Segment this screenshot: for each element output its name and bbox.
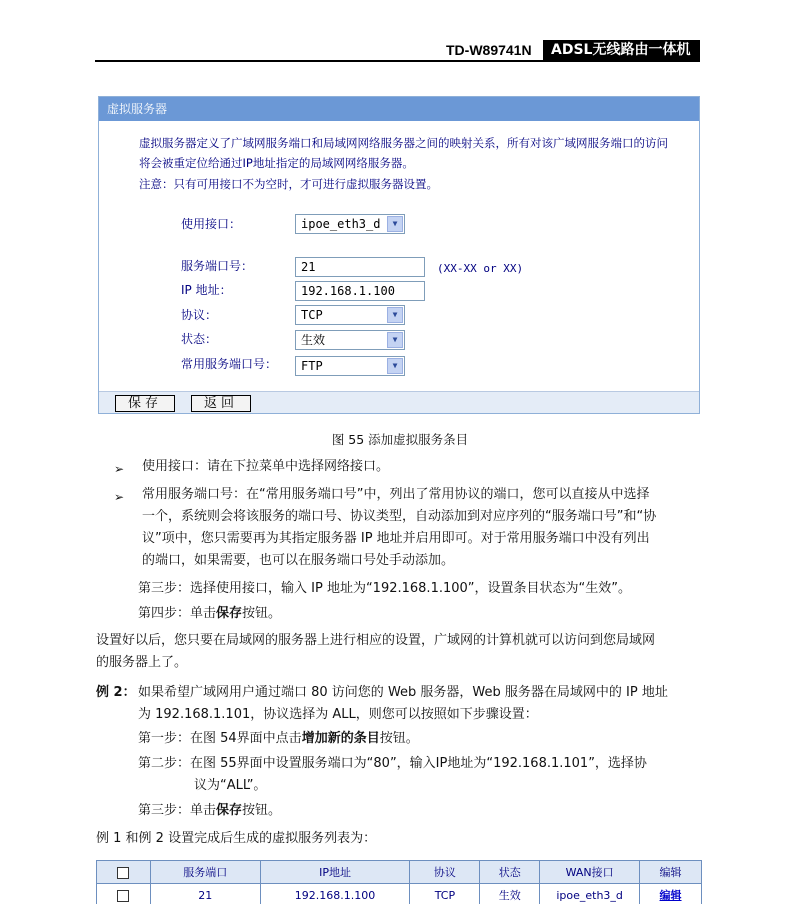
example-line: 为 192.168.1.101，协议选择为 ALL，则您可以按照如下步骤设置： bbox=[138, 707, 538, 722]
row-select-cell bbox=[97, 884, 151, 904]
port-label: 服务端口号： bbox=[181, 259, 254, 273]
row-checkbox[interactable] bbox=[117, 890, 129, 902]
chevron-down-icon: ▼ bbox=[387, 332, 403, 348]
header-rule bbox=[95, 60, 700, 62]
summary-line: 的服务器上了。 bbox=[96, 655, 188, 670]
step-bold: 增加新的条目 bbox=[301, 731, 380, 746]
bullet-text-line: 议”项中，您只需要再为其指定服务器 IP 地址并启用即可。对于常用服务端口中没有列出 bbox=[142, 531, 650, 546]
bullet-arrow-icon: ➢ bbox=[114, 490, 125, 504]
step-text: 第三步：单击 bbox=[138, 803, 217, 818]
summary-line: 设置好以后，您只要在局域网的服务器上进行相应的设置，广域网的计算机就可以访问到您局域网 bbox=[96, 633, 656, 648]
back-button[interactable]: 返回 bbox=[191, 395, 251, 412]
step-text: 按钮。 bbox=[242, 803, 282, 818]
status-value: 生效 bbox=[301, 333, 326, 347]
interface-select[interactable] bbox=[295, 214, 405, 234]
table-row bbox=[97, 884, 702, 904]
chevron-down-icon: ▼ bbox=[387, 216, 403, 232]
ip-input[interactable] bbox=[295, 281, 425, 301]
bullet-arrow-icon: ➢ bbox=[114, 462, 125, 476]
port-input[interactable] bbox=[295, 257, 425, 277]
virtual-server-panel bbox=[98, 96, 700, 414]
panel-title: 虚拟服务器 bbox=[99, 97, 699, 121]
cell-ip: 192.168.1.100 bbox=[260, 884, 410, 904]
step-text: 第四步：单击 bbox=[138, 606, 217, 621]
bullet-text: 使用接口：请在下拉菜单中选择网络接口。 bbox=[142, 459, 390, 474]
step-bold: 保存 bbox=[216, 803, 243, 818]
cell-port: 21 bbox=[150, 884, 260, 904]
column-header: 编辑 bbox=[640, 861, 702, 884]
status-label: 状态： bbox=[181, 332, 218, 346]
example-step-two-cont: 议为“ALL”。 bbox=[194, 778, 267, 793]
step-bold: 保存 bbox=[216, 606, 243, 621]
bullet-text-line: 一个，系统则会将该服务的端口号、协议类型，自动添加到对应序列的“服务端口号”和“协 bbox=[142, 509, 657, 524]
protocol-select[interactable] bbox=[295, 305, 405, 325]
protocol-value: TCP bbox=[301, 308, 323, 322]
common-port-label: 常用服务端口号： bbox=[181, 357, 278, 371]
column-header: 协议 bbox=[410, 861, 480, 884]
cell-protocol: TCP bbox=[410, 884, 480, 904]
example-step-one bbox=[138, 728, 419, 750]
save-button[interactable]: 保存 bbox=[115, 395, 175, 412]
bullet-text-line: 的端口，如果需要，也可以在服务端口号处手动添加。 bbox=[142, 553, 455, 568]
example-step-three bbox=[138, 800, 281, 822]
panel-button-bar bbox=[99, 391, 699, 413]
panel-description: 虚拟服务器定义了广域网服务端口和局域网网络服务器之间的映射关系，所有对该广域网服务端口的访问将会被重定位给通过IP地址指定的局域网网络服务器。 bbox=[139, 136, 668, 170]
common-port-select[interactable] bbox=[295, 356, 405, 376]
cell-edit bbox=[640, 884, 702, 904]
edit-link[interactable]: 编辑 bbox=[659, 889, 682, 902]
ip-label: IP 地址： bbox=[181, 283, 232, 297]
step-text: 第一步：在图 54界面中点击 bbox=[138, 731, 302, 746]
column-header: 服务端口 bbox=[150, 861, 260, 884]
select-all-checkbox[interactable] bbox=[117, 867, 129, 879]
column-header: 状态 bbox=[480, 861, 540, 884]
example-step-two: 第二步：在图 55界面中设置服务端口为“80”，输入IP地址为“192.168.1.101”，选择协 bbox=[138, 756, 647, 771]
bullet-text-line: 常用服务端口号：在“常用服务端口号”中，列出了常用协议的端口，您可以直接从中选择 bbox=[142, 487, 650, 502]
example-label: 例 2： bbox=[96, 685, 136, 700]
column-header: IP地址 bbox=[260, 861, 410, 884]
chevron-down-icon: ▼ bbox=[387, 307, 403, 323]
column-header: WAN接口 bbox=[540, 861, 640, 884]
step-three: 第三步：选择使用接口，输入 IP 地址为“192.168.1.100”，设置条目状态为“生效”。 bbox=[138, 581, 631, 596]
document-product-name: ADSL无线路由一体机 bbox=[543, 40, 700, 60]
panel-note: 注意：只有可用接口不为空时，才可进行虚拟服务器设置。 bbox=[139, 177, 438, 191]
document-model-name: TD-W89741N bbox=[446, 42, 532, 58]
table-header-row bbox=[97, 861, 702, 884]
virtual-service-table bbox=[96, 860, 702, 904]
common-port-value: FTP bbox=[301, 359, 323, 373]
port-format-hint: (XX-XX or XX) bbox=[437, 262, 524, 275]
status-select[interactable] bbox=[295, 330, 405, 350]
interface-value: ipoe_eth3_d bbox=[301, 217, 381, 231]
step-four bbox=[138, 603, 281, 625]
port-value: 21 bbox=[301, 260, 316, 274]
cell-wan: ipoe_eth3_d bbox=[540, 884, 640, 904]
table-intro: 例 1 和例 2 设置完成后生成的虚拟服务列表为： bbox=[96, 831, 377, 846]
example-line: 如果希望广域网用户通过端口 80 访问您的 Web 服务器，Web 服务器在局域网中的 IP 地址 bbox=[138, 685, 668, 700]
interface-label: 使用接口： bbox=[181, 217, 242, 231]
chevron-down-icon: ▼ bbox=[387, 358, 403, 374]
step-text: 按钮。 bbox=[242, 606, 282, 621]
select-all-cell bbox=[97, 861, 151, 884]
protocol-label: 协议： bbox=[181, 308, 218, 322]
ip-value: 192.168.1.100 bbox=[301, 284, 395, 298]
cell-status: 生效 bbox=[480, 884, 540, 904]
step-text: 按钮。 bbox=[379, 731, 419, 746]
figure-caption: 图 55 添加虚拟服务条目 bbox=[331, 432, 469, 447]
